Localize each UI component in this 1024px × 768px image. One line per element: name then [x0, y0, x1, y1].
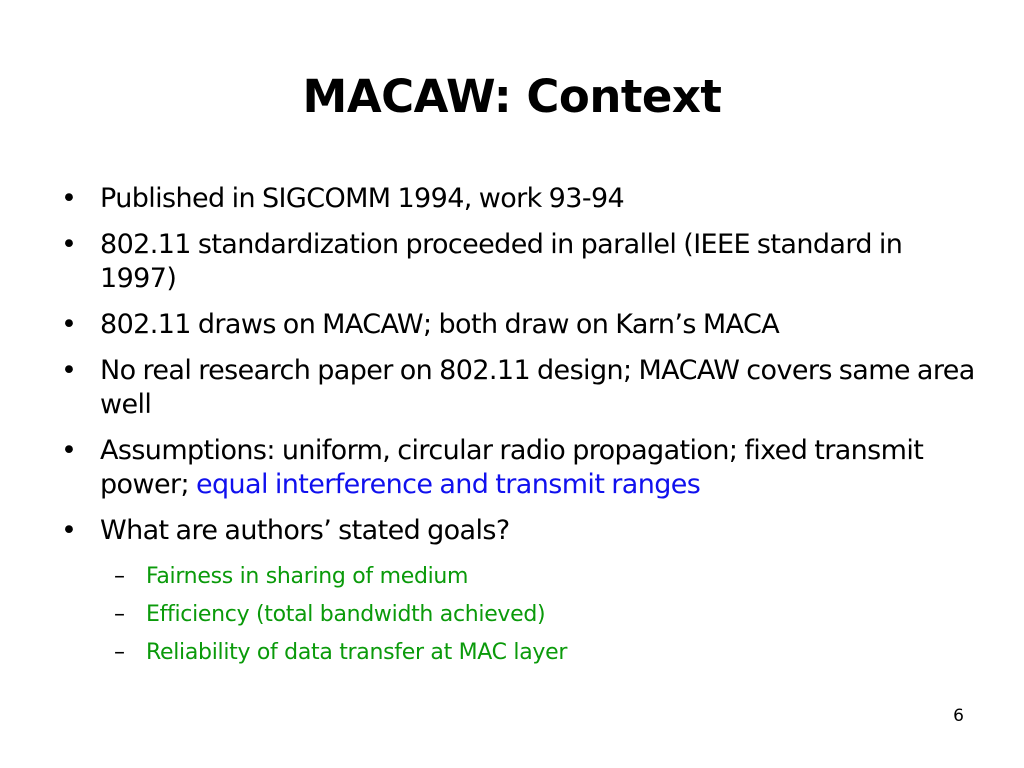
bullet-text: Assumptions: uniform, circular radio propagation; fixed transmit power;	[100, 435, 924, 500]
slide-title: MACAW: Context	[302, 70, 722, 123]
bullet-item	[0, 308, 1024, 342]
bullet-dot: •	[61, 435, 77, 466]
bullet-item	[0, 354, 1024, 422]
bullet-text: 802.11 standardization proceeded in parallel (IEEE standard in 1997)	[100, 229, 903, 294]
bullet-list	[0, 182, 1024, 560]
sub-bullet-list	[0, 563, 1024, 677]
sub-bullet-text: Efficiency (total bandwidth achieved)	[146, 602, 546, 627]
bullet-dot: •	[61, 309, 77, 340]
bullet-text: 802.11 draws on MACAW; both draw on Karn’s MACA	[100, 309, 780, 340]
sub-bullet-item	[0, 639, 1024, 667]
bullet-item	[0, 228, 1024, 296]
bullet-item	[0, 434, 1024, 502]
sub-bullet-text: Reliability of data transfer at MAC layer	[146, 640, 568, 665]
sub-bullet-dash: –	[114, 602, 125, 627]
sub-bullet-item	[0, 601, 1024, 629]
bullet-text: No real research paper on 802.11 design; MACAW covers same area well	[100, 355, 975, 420]
bullet-dot: •	[61, 515, 77, 546]
sub-bullet-dash: –	[114, 564, 125, 589]
bullet-text: What are authors’ stated goals?	[100, 515, 510, 546]
bullet-item	[0, 514, 1024, 548]
bullet-dot: •	[61, 183, 77, 214]
sub-bullet-text: Fairness in sharing of medium	[146, 564, 469, 589]
sub-bullet-dash: –	[114, 640, 125, 665]
bullet-dot: •	[61, 229, 77, 260]
bullet-highlight-text: equal interference and transmit ranges	[195, 469, 701, 500]
page-number: 6	[953, 706, 964, 726]
bullet-dot: •	[61, 355, 77, 386]
sub-bullet-item	[0, 563, 1024, 591]
bullet-text: Published in SIGCOMM 1994, work 93-94	[100, 183, 625, 214]
bullet-item	[0, 182, 1024, 216]
